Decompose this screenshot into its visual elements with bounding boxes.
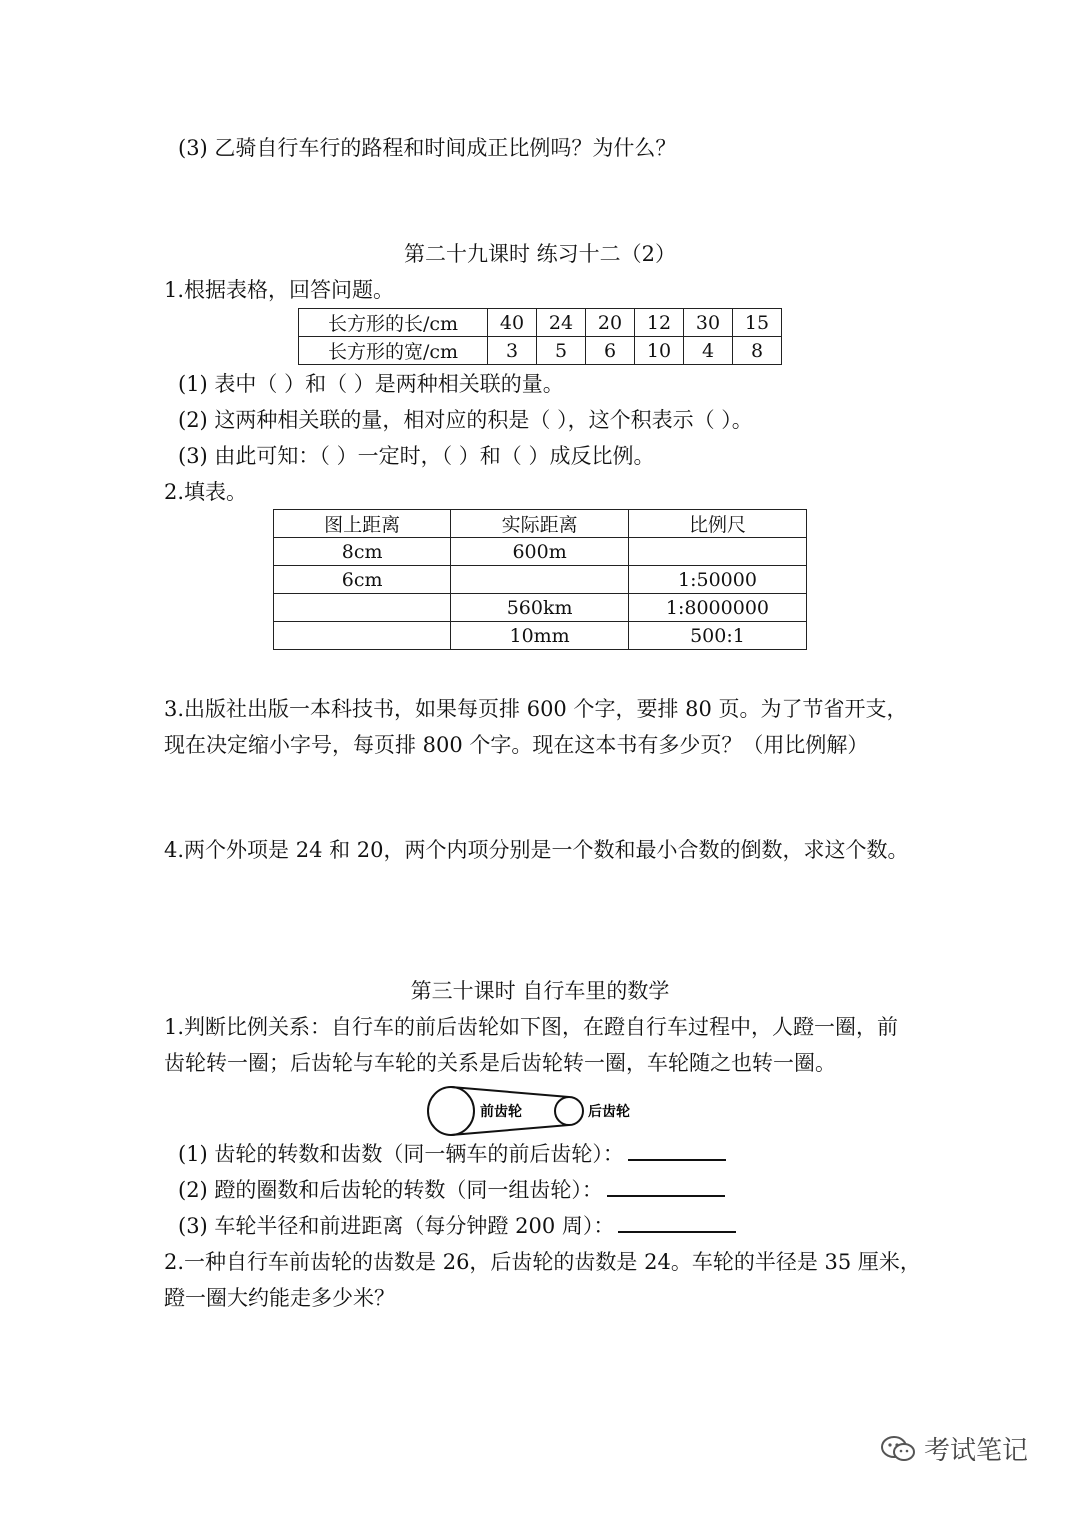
lesson30-q2-line1: 2.一种自行车前齿轮的齿数是 26，后齿轮的齿数是 24。车轮的半径是 35 厘米，	[164, 1250, 921, 1274]
table-cell: 600m	[451, 538, 629, 566]
table-header: 实际距离	[451, 510, 629, 538]
table-cell: 20	[586, 309, 635, 337]
front-gear-shape	[428, 1087, 474, 1135]
answer-blank[interactable]	[618, 1231, 736, 1233]
lesson29-q1-title: 1.根据表格，回答问题。	[164, 278, 395, 302]
table-row	[299, 309, 782, 337]
wechat-icon	[880, 1434, 916, 1464]
table-cell: 30	[684, 309, 733, 337]
watermark	[880, 1430, 1028, 1467]
watermark-text: 考试笔记	[924, 1436, 1029, 1466]
table-cell: 40	[488, 309, 537, 337]
answer-blank[interactable]	[607, 1195, 725, 1197]
lesson29-q1-sub3: (3) 由此可知：（ ）一定时，（ ）和（ ）成反比例。	[178, 444, 655, 468]
table-cell: 10	[635, 337, 684, 365]
lesson30-q1-line2: 齿轮转一圈；后齿轮与车轮的关系是后齿轮转一圈，车轮随之也转一圈。	[164, 1051, 836, 1075]
lesson30-q1-sub3	[178, 1216, 736, 1237]
table-cell: 5	[537, 337, 586, 365]
table-row	[274, 566, 807, 594]
table-row	[299, 337, 782, 365]
lesson30-q1-sub2	[178, 1180, 725, 1201]
lesson29-q1-sub1: (1) 表中（ ）和（ ）是两种相关联的量。	[178, 372, 564, 396]
lesson29-q4: 4.两个外项是 24 和 20，两个内项分别是一个数和最小合数的倒数，求这个数。	[164, 838, 909, 862]
table-row	[274, 538, 807, 566]
table-cell: 12	[635, 309, 684, 337]
table-cell	[628, 538, 806, 566]
table-cell	[451, 566, 629, 594]
table-cell: 8cm	[274, 538, 451, 566]
table-cell: 15	[733, 309, 782, 337]
table-cell: 4	[684, 337, 733, 365]
sub2-text: (2) 蹬的圈数和后齿轮的转数（同一组齿轮）：	[178, 1178, 603, 1202]
table-cell	[274, 622, 451, 650]
lesson29-q3-line2: 现在决定缩小字号，每页排 800 个字。现在这本书有多少页？（用比例解）	[164, 733, 869, 757]
table-cell: 24	[537, 309, 586, 337]
sub3-text: (3) 车轮半径和前进距离（每分钟蹬 200 周）：	[178, 1214, 615, 1238]
rear-gear-shape	[555, 1097, 583, 1125]
rectangle-table	[298, 308, 782, 365]
lesson29-q1-sub2: (2) 这两种相关联的量，相对应的积是（ ），这个积表示（ ）。	[178, 408, 753, 432]
top-question: (3) 乙骑自行车行的路程和时间成正比例吗？为什么？	[178, 136, 677, 160]
table-header: 图上距离	[274, 510, 451, 538]
table-cell: 10mm	[451, 622, 629, 650]
lesson29-q2-title: 2.填表。	[164, 480, 248, 504]
table-row	[274, 594, 807, 622]
table-cell: 长方形的长/cm	[299, 309, 488, 337]
table-cell: 8	[733, 337, 782, 365]
table-cell: 长方形的宽/cm	[299, 337, 488, 365]
table-cell	[274, 594, 451, 622]
lesson30-q1-sub1	[178, 1144, 726, 1165]
table-cell: 560km	[451, 594, 629, 622]
lesson30-title: 第三十课时 自行车里的数学	[410, 979, 670, 1003]
table-cell: 6	[586, 337, 635, 365]
lesson30-q1-line1: 1.判断比例关系：自行车的前后齿轮如下图，在蹬自行车过程中，人蹬一圈，前	[164, 1015, 899, 1039]
lesson29-q3-line1: 3.出版社出版一本科技书，如果每页排 600 个字，要排 80 页。为了节省开支，	[164, 697, 908, 721]
table-row	[274, 622, 807, 650]
answer-blank[interactable]	[628, 1159, 726, 1161]
sub1-text: (1) 齿轮的转数和齿数（同一辆车的前后齿轮）：	[178, 1142, 624, 1166]
lesson30-q2-line2: 蹬一圈大约能走多少米？	[164, 1286, 395, 1310]
table-cell: 1:50000	[628, 566, 806, 594]
table-cell: 3	[488, 337, 537, 365]
table-cell: 500:1	[628, 622, 806, 650]
rear-gear-label: 后齿轮	[588, 1104, 630, 1120]
front-gear-label: 前齿轮	[480, 1104, 522, 1120]
scale-table	[273, 509, 807, 650]
table-header: 比例尺	[628, 510, 806, 538]
gear-diagram	[420, 1084, 660, 1138]
table-cell: 1:8000000	[628, 594, 806, 622]
table-header-row	[274, 510, 807, 538]
table-cell: 6cm	[274, 566, 451, 594]
lesson29-title: 第二十九课时 练习十二（2）	[403, 242, 677, 266]
